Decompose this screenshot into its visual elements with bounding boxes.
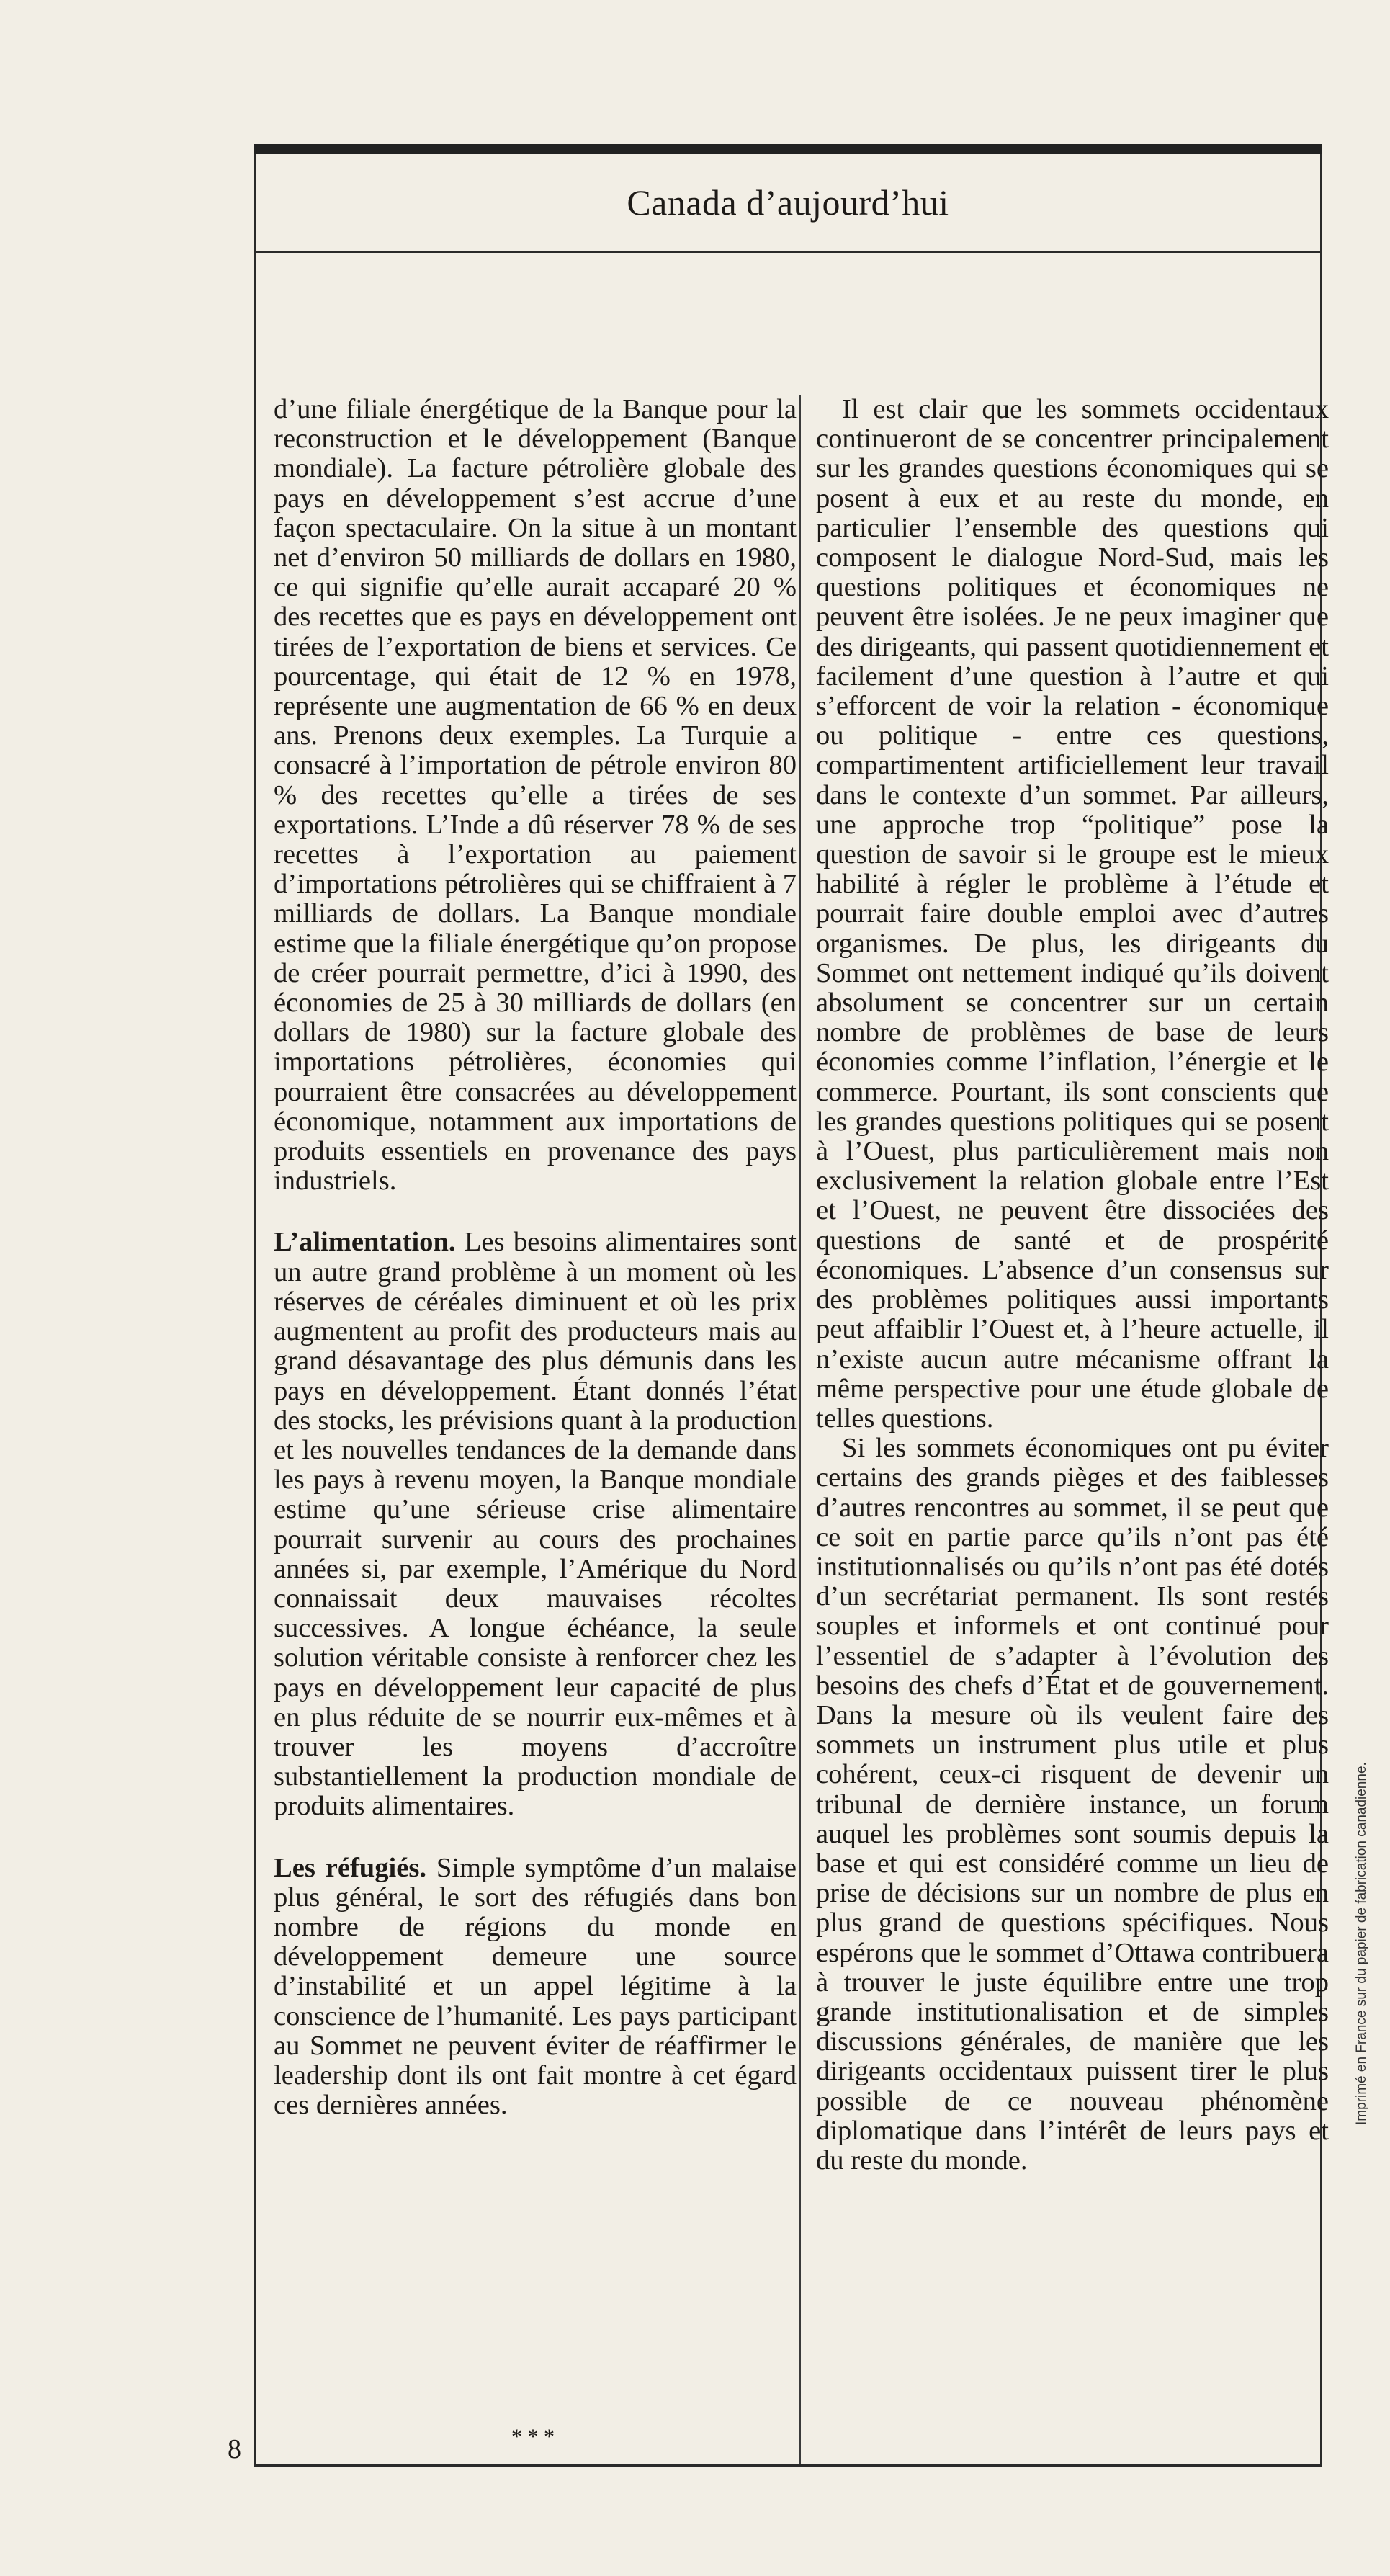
bottom-rule [254, 2464, 1322, 2467]
right-paragraph-institutions: Si les sommets économiques ont pu éviter certains des grands pièges et des faiblesses d’autres rencontres au sommet, il se peut que ce soit en partie parce qu’ils n’ont pas été institutionnalisés ou qu’ils n’ont pas été dotés d’un secrétariat permanent. Ils sont restés souples et informels et ont continué pour l’essentiel de s’adapter à l’évolution des besoins des chefs d’État et de gouvernement. Dans la mesure où ils veulent faire des sommets un instrument plus utile et plus cohérent, ceux-ci risquent de devenir un tribunal de dernière instance, un forum auquel les problèmes sont soumis depuis la base et qui est considéré comme un lieu de prise de décisions sur un nombre de plus en plus grand de questions spécifiques. Nous espérons que le sommet d’Ottawa contribuera à trouver le juste équilibre entre une trop grande institutionalisation et de simples discussions générales, de manière que les dirigeants occidentaux puissent tirer le plus possible de ce nouveau phénomène diplomatique dans l’intérêt de leurs pays et du reste du monde. [816, 1433, 1329, 2175]
left-paragraph-food [274, 1227, 797, 1821]
food-body: Les besoins alimentaires sont un autre grand problème à un moment où les réserves de céréales diminuent et où les prix augmentent au profit des producteurs mais au grand désavantage des plus démunis dans les pays en développement. Étant donnés l’état des stocks, les prévisions quant à la production et les nouvelles tendances de la demande dans les pays à revenu moyen, la Banque mondiale estime qu’une sérieuse crise alimentaire pourrait survenir au cours des prochaines années si, par exemple, l’Amérique du Nord connaissait deux mauvaises récoltes successives. A longue échéance, la seule solution véritable consiste à renforcer chez les pays en développement leur capacité de plus en plus réduite de se nourrir eux-mêmes et à trouver les moyens d’accroître substantiellement la production mondiale de produits alimentaires. [274, 1227, 797, 1822]
left-paragraph-energy: d’une filiale énergétique de la Banque pour la reconstruction et le développement (Banque mondiale). La facture pétrolière globale des pays en développement s’est accrue d’une façon spectaculaire. On la situe à un montant net d’environ 50 milliards de dollars en 1980, ce qui signifie qu’elle aurait accaparé 20 % des recettes que es pays en développement ont tirées de l’exportation de biens et services. Ce pourcentage, qui était de 12 % en 1978, représente une augmentation de 66 % en deux ans. Prenons deux exemples. La Turquie a consacré à l’importation de pétrole environ 80 % des recettes qu’elle a tirées de ses exportations. L’Inde a dû réserver 78 % de ses recettes à l’exportation au paiement d’importations pétrolières qui se chiffraient à 7 milliards de dollars. La Banque mondiale estime que la filiale énergétique qu’on propose de créer pourrait permettre, d’ici à 1990, des économies de 25 à 30 milliards de dollars (en dollars de 1980) sur la facture globale des importations pétrolières, économies qui pourraient être consacrées au développement économique, notamment aux importations de produits essentiels en provenance des pays industriels. [274, 394, 797, 1197]
page-header-title: Canada d’aujourd’hui [627, 182, 949, 223]
right-column [816, 395, 1329, 2175]
top-bar [254, 144, 1322, 154]
page-number: 8 [228, 2434, 241, 2464]
column-divider [799, 395, 801, 2464]
header-rule [254, 251, 1322, 253]
refugees-body: Simple symptôme d’un malaise plus général, le sort des réfugiés dans bon nombre de régions du monde en développement demeure une source d’instabilité et un appel légitime à la conscience de l’humanité. Les pays participant au Sommet ne peuvent éviter de réaffirmer le leadership dont ils ont fait montre à cet égard ces dernières années. [274, 1852, 797, 2121]
right-paragraph-summits: Il est clair que les sommets occidentaux continueront de se concentrer principalement sur les grandes questions économiques qui se posent à eux et au reste du monde, en particulier l’ensemble des questions qui composent le dialogue Nord-Sud, mais les questions politiques et économiques ne peuvent être isolées. Je ne peux imaginer que des dirigeants, qui passent quotidiennement et facilement d’une question à l’autre et qui s’efforcent de voir la relation - économique ou politique - entre ces questions, compartimentent artificiellement leur travail dans le contexte d’un sommet. Par ailleurs, une approche trop “politique” pose la question de savoir si le groupe est le mieux habilité à régler le problème à l’étude et pourrait faire double emploi avec d’autres organismes. De plus, les dirigeants du Sommet ont nettement indiqué qu’ils doivent absolument se concentrer sur un certain nombre de problèmes de base de leurs économies comme l’inflation, l’énergie et le commerce. Pourtant, ils sont conscients que les grandes questions politiques qui se posent à l’Ouest, plus particulièrement mais non exclusivement la relation globale entre l’Est et l’Ouest, ne peuvent être dissociées des questions de santé et de prospérité économiques. L’absence d’un consensus sur des problèmes politiques aussi importants peut affaiblir l’Ouest et, à l’heure actuelle, il n’existe aucun autre mécanisme offrant la même perspective pour une étude globale de telles questions. [816, 394, 1329, 1434]
refugees-heading: Les réfugiés. [274, 1852, 427, 1883]
left-paragraph-refugees [274, 1853, 797, 2121]
section-separator-stars: * * * [511, 2425, 555, 2448]
left-column [274, 395, 797, 2120]
printer-note: Imprimé en France sur du papier de fabrication canadienne. [1354, 1762, 1369, 2125]
food-heading: L’alimentation. [274, 1227, 456, 1258]
